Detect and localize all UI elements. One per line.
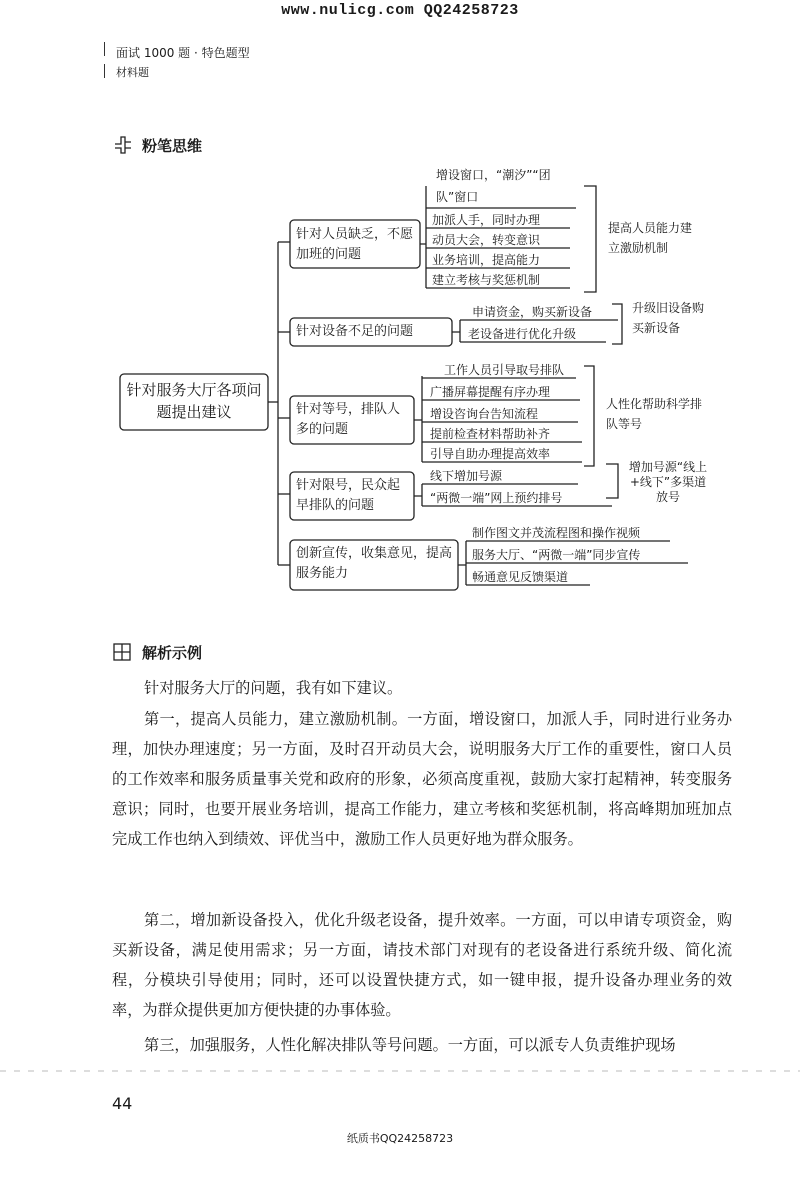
branch-4-label: 针对限号，民众起早排队的问题 xyxy=(296,478,401,513)
running-header-subtitle: 材料题 xyxy=(116,66,149,79)
branch-5-item-3: 畅通意见反馈渠道 xyxy=(472,570,569,584)
branch-4-item-2: “两微一端”网上预约排号 xyxy=(430,491,563,505)
branch-1-item-3: 动员大会，转变意识 xyxy=(432,233,541,247)
section-title-analysis: 解析示例 xyxy=(142,644,203,662)
branch-1-label: 针对人员缺乏，不愿加班的问题 xyxy=(296,227,414,262)
scan-artifact xyxy=(0,1070,800,1072)
branch-5-item-2: 服务大厅、“两微一端”同步宣传 xyxy=(472,548,641,562)
branch-1-summary: 提高人员能力建立激励机制 xyxy=(608,221,693,255)
branch-2-summary: 升级旧设备购买新设备 xyxy=(632,301,705,335)
watermark-top: www.nulicg.com QQ24258723 xyxy=(281,2,519,19)
branch-2-label: 针对设备不足的问题 xyxy=(296,324,414,339)
branch-1-item-4: 业务培训，提高能力 xyxy=(432,253,541,267)
branch-3-label: 针对等号，排队人多的问题 xyxy=(296,402,401,437)
branch-3-item-2: 广播屏幕提醒有序办理 xyxy=(430,385,551,399)
paragraph-first: 第一，提高人员能力，建立激励机制。一方面，增设窗口，加派人手，同时进行业务办理，加快办理速度；另一方面，及时召开动员大会，说明服务大厅工作的重要性，窗口人员的工作效率和服务质量事关党和政府的形象，必须高度重视，鼓励大家打起精神，转变服务意识；同时，也要开展业务培训，提高工作能力，建立考核和奖惩机制，将高峰期加班加点完成工作也纳入到绩效、评优当中，激励工作人员更好地为群众服务。 xyxy=(112,710,732,848)
section-title-mindmap: 粉笔思维 xyxy=(142,137,203,155)
branch-1-item-1: 增设窗口，“潮汐”“团队”窗口 xyxy=(436,168,551,204)
branch-2-item-2: 老设备进行优化升级 xyxy=(468,327,577,341)
branch-4-item-1: 线下增加号源 xyxy=(430,469,503,483)
branch-3-item-4: 提前检查材料帮助补齐 xyxy=(430,427,551,441)
paragraph-intro: 针对服务大厅的问题，我有如下建议。 xyxy=(144,679,403,697)
branch-5-label: 创新宣传，收集意见，提高服务能力 xyxy=(296,546,453,581)
branch-3-item-3: 增设咨询台告知流程 xyxy=(430,407,539,421)
paragraph-second: 第二，增加新设备投入，优化升级老设备，提升效率。一方面，可以申请专项资金，购买新设备，满足使用需求；另一方面，请技术部门对现有的老设备进行系统升级、简化流程，分模块引导使用；同时，还可以设置快捷方式，如一键申报，提升设备办理业务的效率，为群众提供更加方便快捷的办事体验。 xyxy=(112,911,732,1019)
branch-5-item-1: 制作图文并茂流程图和操作视频 xyxy=(472,526,641,540)
branch-4-summary: 增加号源“线上+线下”多渠道放号 xyxy=(628,460,708,504)
watermark-bottom: 纸质书QQ24258723 xyxy=(346,1132,454,1145)
branch-3-item-1: 工作人员引导取号排队 xyxy=(444,363,565,377)
branch-3-item-5: 引导自助办理提高效率 xyxy=(430,447,551,461)
branch-2-item-1: 申请资金，购买新设备 xyxy=(472,305,593,319)
page-number: 44 xyxy=(112,1094,133,1113)
branch-1-item-2: 加派人手，同时办理 xyxy=(432,213,541,227)
running-header-title: 面试 1000 题 · 特色题型 xyxy=(116,46,250,60)
branch-1-item-5: 建立考核与奖惩机制 xyxy=(432,273,541,287)
branch-3-summary: 人性化帮助科学排队等号 xyxy=(606,397,703,431)
mindmap-root: 针对服务大厅各项问题提出建议 xyxy=(126,381,262,421)
analysis-section-icon xyxy=(112,642,132,662)
paragraph-third: 第三，加强服务，人性化解决排队等号问题。一方面，可以派专人负责维护现场 xyxy=(144,1036,676,1054)
